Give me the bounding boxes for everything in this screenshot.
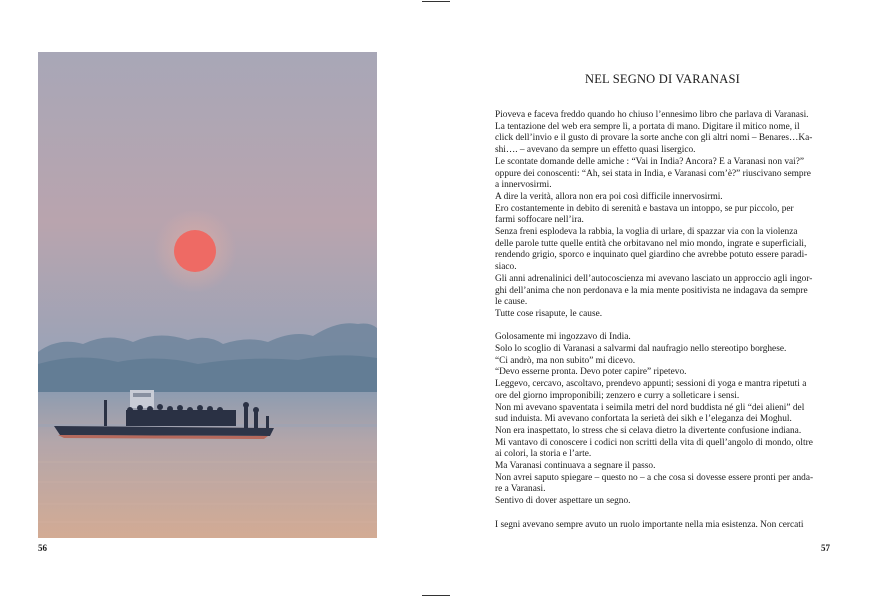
crop-mark-top	[422, 1, 450, 2]
text-line: ai colori, la storia e l’arte.	[495, 449, 592, 460]
sunrise-photo-icon	[38, 52, 377, 538]
text-line: Golosamente mi ingozzavo di India.	[495, 332, 631, 343]
text-line: ore del giorno improponibili; zenzero e curry a solleticare i sensi.	[495, 390, 740, 401]
text-line: Tutte cose risapute, le cause.	[495, 308, 603, 319]
paragraph-gap	[495, 508, 829, 520]
paragraph-gap	[495, 321, 829, 333]
text-line: “Devo esserne pronta. Devo poter capire” ripetevo.	[495, 367, 687, 378]
text-line: Ma Varanasi continuava a segnare il passo.	[495, 461, 656, 472]
text-line: oppure dei conoscenti: “Ah, sei stata in India, e Varanasi com’è?” riuscivano sempre	[495, 168, 811, 179]
text-line: I segni avevano sempre avuto un ruolo importante nella mia esistenza. Non cercati	[495, 519, 804, 530]
crop-mark-bottom	[422, 595, 450, 596]
text-line: Senza freni esplodeva la rabbia, la voglia di urlare, di spazzar via con la violenza	[495, 227, 798, 238]
sunrise-photo	[38, 52, 377, 538]
text-line: rendendo grigio, sporco e inquinato quel giardino che avrebbe potuto essere paradi-	[495, 250, 808, 261]
page-number-right: 57	[821, 543, 830, 553]
text-line: click dell’invio e il gusto di provare la sorte anche con gli altri nomi – Benares…Ka-	[495, 133, 813, 144]
text-line: re a Varanasi.	[495, 484, 546, 495]
text-line: Non avrei saputo spiegare – questo no – a che cosa si dovesse essere pronti per anda-	[495, 472, 814, 483]
text-line: Ero costantemente in debito di serenità e bastava un intoppo, se pur piccolo, per	[495, 203, 794, 214]
text-line: Sentivo di dover aspettare un segno.	[495, 496, 631, 507]
text-line: a innervosirmi.	[495, 180, 552, 191]
text-line: Non era inaspettato, lo stress che si celava dietro la divertente confusione indiana.	[495, 425, 802, 436]
text-line: A dire la verità, allora non era poi così difficile innervosirmi.	[495, 191, 723, 202]
text-line: La tentazione del web era sempre lì, a portata di mano. Digitare il mitico nome, il	[495, 121, 800, 132]
page-number-left: 56	[38, 543, 47, 553]
text-line: Gli anni adrenalinici dell’autocoscienza mi avevano lasciato un approccio agli ingor-	[495, 273, 813, 284]
text-line: Mi vantavo di conoscere i codici non scritti della vita di quell’angolo di mondo, oltre	[495, 437, 813, 448]
text-line: “Ci andrò, ma non subito” mi dicevo.	[495, 355, 636, 366]
chapter-body	[495, 110, 829, 531]
text-line: Pioveva e faceva freddo quando ho chiuso l’ennesimo libro che parlava di Varanasi.	[495, 110, 809, 120]
text-line: Leggevo, cercavo, ascoltavo, prendevo appunti; sessioni di yoga e mantra ripetuti a	[495, 379, 807, 390]
text-line: le cause.	[495, 297, 528, 308]
text-line: Solo lo scoglio di Varanasi a salvarmi dal naufragio nello stereotipo borghese.	[495, 344, 787, 355]
text-line: ghi dell’anima che non perdonava e la mia mente positivista ne indagava da sempre	[495, 285, 808, 296]
chapter-title: NEL SEGNO DI VARANASI	[584, 72, 741, 86]
text-line: sud induista. Mi avevano confortata la serietà dei sikh e l’eleganza dei Moghul.	[495, 414, 792, 425]
text-line: siaco.	[495, 262, 517, 273]
text-line: delle parole tutte quelle entità che orbitavano nel mio mondo, ingrate e superficiali,	[495, 238, 807, 249]
text-line: Non mi avevano spaventata i seimila metri del nord buddista né gli “dei alieni” del	[495, 402, 805, 413]
text-line: shi…. – avevano da sempre un effetto quasi lisergico.	[495, 145, 696, 156]
text-line: farmi soffocare nell’ira.	[495, 215, 584, 226]
text-line: Le scontate domande delle amiche : “Vai in India? Ancora? E a Varanasi non vai?”	[495, 156, 805, 167]
